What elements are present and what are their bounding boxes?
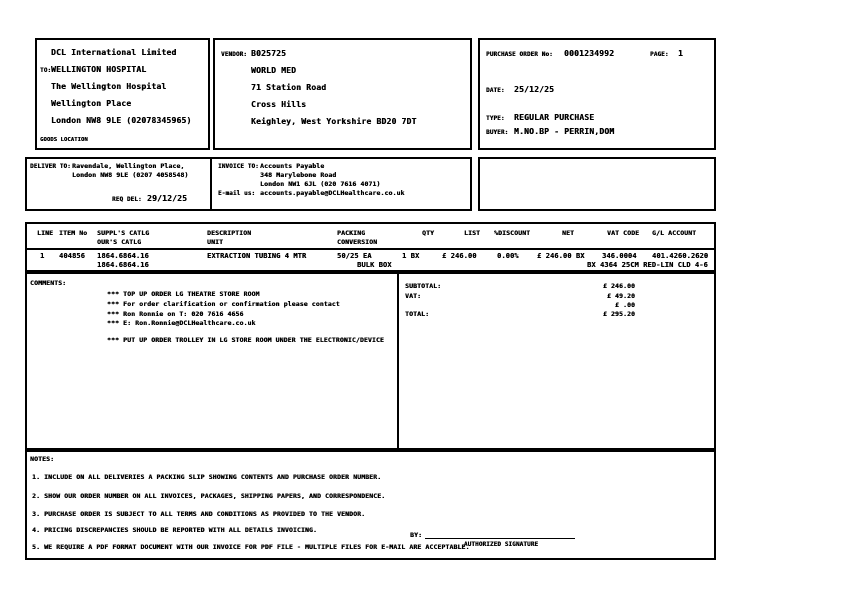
col-header-conversion: CONVERSION	[337, 238, 378, 246]
date-label: DATE:	[486, 87, 505, 94]
col-header-line: LINE	[37, 229, 54, 237]
deliver-address-line: London NW8 9LE (0207 4058548)	[72, 171, 189, 179]
buyer-name: M.NO.BP - PERRIN,DOM	[514, 127, 615, 136]
invoice-address-line: 348 Marylebone Road	[260, 171, 337, 179]
col-header-item-no: ITEM No	[59, 229, 88, 237]
vendor-code: B025725	[251, 49, 287, 58]
required-delivery-label: REQ DEL:	[112, 196, 142, 203]
subtotal-value: £ 246.00	[602, 282, 635, 290]
comment-line: *** E: Ron.Ronnie@DCLHealthcare.co.uk	[107, 319, 256, 327]
invoice-address-line: London NW1 6JL (020 7616 4071)	[260, 180, 381, 188]
vat-label: VAT:	[405, 292, 422, 300]
col-header-qty: QTY	[422, 229, 435, 237]
spare-box	[478, 157, 716, 211]
col-header-unit: UNIT	[207, 238, 224, 246]
line-item-table	[25, 222, 716, 272]
col-header-list: LIST	[464, 229, 481, 237]
extra-value: £ .00	[614, 301, 635, 309]
po-number-label: PURCHASE ORDER No:	[486, 51, 553, 58]
col-header-vat-code: VAT CODE	[607, 229, 640, 237]
item-supplier-catalog: 1864.6864.16	[97, 252, 149, 260]
vendor-address-line: Keighley, West Yorkshire BD20 7DT	[251, 117, 417, 126]
vendor-label: VENDOR:	[221, 51, 247, 58]
col-header-description: DESCRIPTION	[207, 229, 252, 237]
buyer-label: BUYER:	[486, 129, 509, 136]
item-qty: 1 BX	[402, 252, 420, 260]
note-line: 3. PURCHASE ORDER IS SUBJECT TO ALL TERMS AND CONDITIONS AS PROVIDED TO THE VENDOR.	[32, 510, 366, 518]
note-line: 2. SHOW OUR ORDER NUMBER ON ALL INVOICES, PACKAGES, SHIPPING PAPERS, AND CORRESPONDENCE.	[32, 492, 386, 500]
col-header-gl-account: G/L ACCOUNT	[652, 229, 697, 237]
company-box	[35, 38, 210, 150]
comments-totals-divider	[397, 274, 399, 448]
deliver-to-label: DELIVER TO:	[30, 163, 71, 170]
notes-label: NOTES:	[30, 455, 55, 463]
hospital-name: WELLINGTON HOSPITAL	[51, 65, 147, 74]
item-description: EXTRACTION TUBING 4 MTR	[207, 252, 307, 260]
order-info-box	[478, 38, 716, 150]
page-number: 1	[678, 49, 684, 58]
invoice-to-label: INVOICE TO:	[218, 163, 259, 170]
required-delivery-date: 29/12/25	[147, 194, 188, 203]
item-list-price: £ 246.00	[442, 252, 477, 260]
email-label: E-mail us:	[218, 190, 256, 197]
vat-value: £ 49.20	[606, 292, 635, 300]
invoice-email: accounts.payable@DCLHealthcare.co.uk	[260, 189, 405, 197]
signature-line	[425, 524, 575, 539]
invoice-to-box	[210, 157, 472, 211]
vendor-name: WORLD MED	[251, 66, 297, 75]
signature-by-label: BY:	[410, 531, 423, 539]
po-number: 0001234992	[564, 49, 615, 58]
col-header-net: NET	[562, 229, 575, 237]
notes-box	[25, 450, 716, 560]
order-date: 25/12/25	[514, 85, 555, 94]
comment-line: *** For order clarification or confirmation please contact	[107, 300, 340, 308]
comment-line: *** PUT UP ORDER TROLLEY IN LG STORE ROOM UNDER THE ELECTRONIC/DEVICE	[107, 336, 384, 344]
company-name: DCL International Limited	[51, 48, 177, 57]
page-label: PAGE:	[650, 51, 669, 58]
item-gl-note: BX 4364 25CM RED-LIN CLD 4-6	[587, 261, 708, 269]
signature-caption: AUTHORIZED SIGNATURE	[463, 541, 539, 548]
subtotal-label: SUBTOTAL:	[405, 282, 442, 290]
note-line: 5. WE REQUIRE A PDF FORMAT DOCUMENT WITH OUR INVOICE FOR PDF FILE - MULTIPLE FILES FOR E-MAIL ARE ACCEPTABLE.	[32, 543, 470, 551]
to-label: TO:	[40, 67, 52, 74]
item-discount: 0.00%	[497, 252, 519, 260]
vendor-address-line: 71 Station Road	[251, 83, 327, 92]
note-line: 1. INCLUDE ON ALL DELIVERIES A PACKING SLIP SHOWING CONTENTS AND PURCHASE ORDER NUMBER.	[32, 473, 382, 481]
item-net-price: £ 246.00 BX	[537, 252, 585, 260]
col-header-our-catalog: OUR'S CATLG	[97, 238, 142, 246]
vendor-box	[213, 38, 472, 150]
deliver-to-box	[25, 157, 212, 211]
company-address-line: Wellington Place	[51, 99, 132, 108]
company-address-line: The Wellington Hospital	[51, 82, 167, 91]
header-divider	[27, 248, 714, 250]
col-header-discount: %DISCOUNT	[494, 229, 531, 237]
comments-label: COMMENTS:	[30, 279, 67, 287]
deliver-address-line: Ravendale, Wellington Place,	[72, 162, 185, 170]
item-conversion: BULK BOX	[357, 261, 392, 269]
type-label: TYPE:	[486, 115, 505, 122]
item-number: 404856	[59, 252, 85, 260]
order-type: REGULAR PURCHASE	[514, 113, 595, 122]
total-label: TOTAL:	[405, 310, 430, 318]
total-value: £ 295.20	[602, 310, 635, 318]
col-header-supplier-catalog: SUPPL'S CATLG	[97, 229, 150, 237]
item-vat-code: 346.0004	[602, 252, 637, 260]
company-address-line: London NW8 9LE (02078345965)	[51, 116, 192, 125]
item-our-catalog: 1864.6864.16	[97, 261, 149, 269]
item-gl-account: 401.4260.2620	[652, 252, 709, 260]
comments-totals-box	[25, 272, 716, 450]
col-header-packing: PACKING	[337, 229, 366, 237]
note-line: 4. PRICING DISCREPANCIES SHOULD BE REPORTED WITH ALL DETAILS INVOICING.	[32, 526, 317, 534]
item-line-number: 1	[40, 252, 45, 260]
item-packing: 50/25 EA	[337, 252, 372, 260]
comment-line: *** TOP UP ORDER LG THEATRE STORE ROOM	[107, 290, 260, 298]
vendor-address-line: Cross Hills	[251, 100, 307, 109]
invoice-address-line: Accounts Payable	[260, 162, 325, 170]
goods-location-label: GOODS LOCATION	[40, 137, 88, 143]
comment-line: *** Ron Ronnie on T: 020 7616 4656	[107, 310, 244, 318]
